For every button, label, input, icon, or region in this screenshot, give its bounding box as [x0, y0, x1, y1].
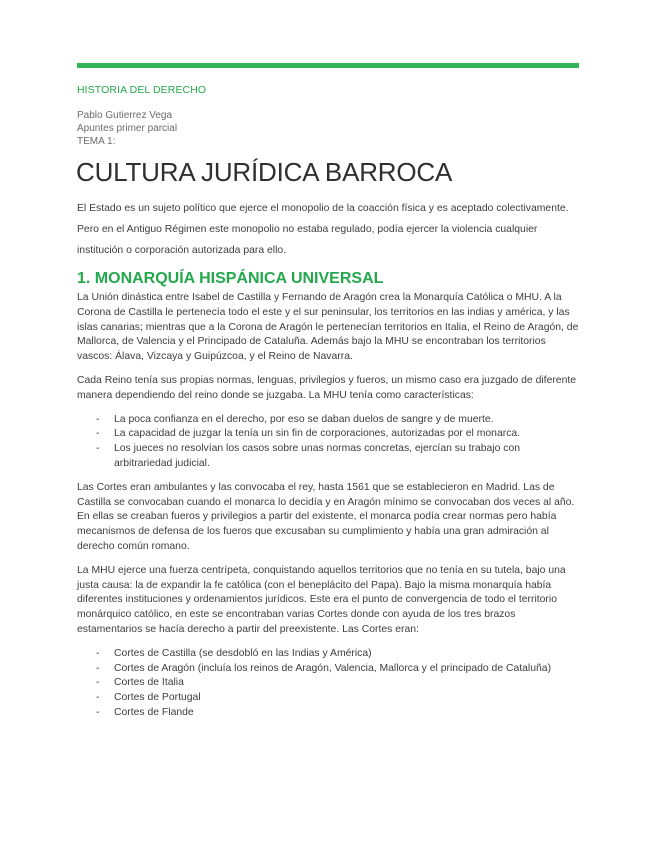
characteristics-list: [77, 413, 580, 472]
header-meta: [77, 109, 177, 148]
list-item: [77, 647, 580, 662]
list-item: [77, 413, 580, 428]
bullet-dash: -: [96, 706, 100, 718]
list-item-text: Los jueces no resolvían los casos sobre unas normas concretas, ejercían su trabajo con arbitrariedad judicial.: [114, 443, 521, 469]
author-name: Pablo Gutierrez Vega: [77, 110, 173, 121]
paragraph-reinos: Cada Reino tenía sus propias normas, lenguas, privilegios y fueros, un mismo caso era juzgado de diferente manera dependiendo del reino donde se juzgaba. La MHU tenía como características:: [77, 374, 577, 401]
list-item-text: La poca confianza en el derecho, por eso se daban duelos de sangre y de muerte.: [114, 413, 494, 425]
cortes-list: [77, 647, 580, 721]
bullet-dash: -: [96, 428, 100, 440]
bullet-dash: -: [96, 443, 100, 455]
bullet-dash: -: [96, 647, 100, 659]
list-item-text: Cortes de Aragón (incluía los reinos de Aragón, Valencia, Mallorca y el principado de Cataluña): [114, 662, 552, 674]
section-body: [77, 291, 580, 730]
list-item-text: Cortes de Flande: [114, 706, 194, 718]
bullet-dash: -: [96, 692, 100, 704]
list-item: [77, 442, 580, 472]
list-item: [77, 691, 580, 706]
list-item: [77, 662, 580, 677]
intro-paragraph: El Estado es un sujeto político que ejerce el monopolio de la coacción física y es aceptado colectivamente. Pero en el Antiguo Régimen este monopolio no estaba regulado, podía ejercer la violencia cualquier institución o corporación autorizada para ello.: [77, 203, 569, 256]
notes-subtitle: Apuntes primer parcial: [77, 123, 178, 134]
list-item: [77, 676, 580, 691]
header-rule: [77, 63, 579, 68]
topic-label: TEMA 1:: [77, 136, 116, 147]
list-item: [77, 427, 580, 442]
section-heading: 1. MONARQUÍA HISPÁNICA UNIVERSAL: [77, 270, 384, 287]
list-item-text: Cortes de Castilla (se desdobló en las Indias y América): [114, 647, 372, 659]
list-item-text: La capacidad de juzgar la tenía un sin fin de corporaciones, autorizadas por el monarca.: [114, 428, 521, 440]
course-name: HISTORIA DEL DERECHO: [77, 84, 207, 96]
bullet-dash: -: [96, 413, 100, 425]
list-item-text: Cortes de Portugal: [114, 692, 201, 704]
list-item-text: Cortes de Italia: [114, 677, 184, 689]
page-title: CULTURA JURÍDICA BARROCA: [76, 157, 453, 187]
bullet-dash: -: [96, 677, 100, 689]
list-item: [77, 706, 580, 721]
bullet-dash: -: [96, 662, 100, 674]
paragraph-cortes: Las Cortes eran ambulantes y las convocaba el rey, hasta 1561 que se establecieron en Madrid. Las de Castilla se convocaban cuando el monarca lo decidía y en Aragón mínimo se convocaban dos veces al año. En ellas se creaban fueros y privilegios a partir del existente, el monarca podía crear normas pero había mecanismos de defensa de los fueros que excusaban su cumplimiento y había una gran admiración al derecho común romano.: [77, 481, 575, 552]
paragraph-fuerza: La MHU ejerce una fuerza centrípeta, conquistando aquellos territorios que no tenía en su tutela, bajo una justa causa: la de expandir la fe católica (con el beneplácito del Papa). Bajo la misma monarquía había diferentes instituciones y ordenamientos jurídicos. Este era el punto de convergencia de todo el territorio monárquico católico, en este se encontraban varias Cortes donde con ayuda de los tres brazos estamentarios se hacía derecho a partir del preexistente. Las Cortes eran:: [77, 564, 566, 635]
paragraph-union: La Unión dinástica entre Isabel de Castilla y Fernando de Aragón crea la Monarquía Católica o MHU. A la Corona de Castilla le pertenecía todo el este y el sur peninsular, los territorios en las indias y américa, y las islas canarias; mientras que a la Corona de Aragón le pertenecían territorios en Italia, el Reino de Aragón, de Mallorca, de Valencia y el Principado de Cataluña. Además bajo la MHU se encontraban los territorios vascos: Álava, Vizcaya y Guipúzcoa, y el Reino de Navarra.: [77, 292, 579, 363]
